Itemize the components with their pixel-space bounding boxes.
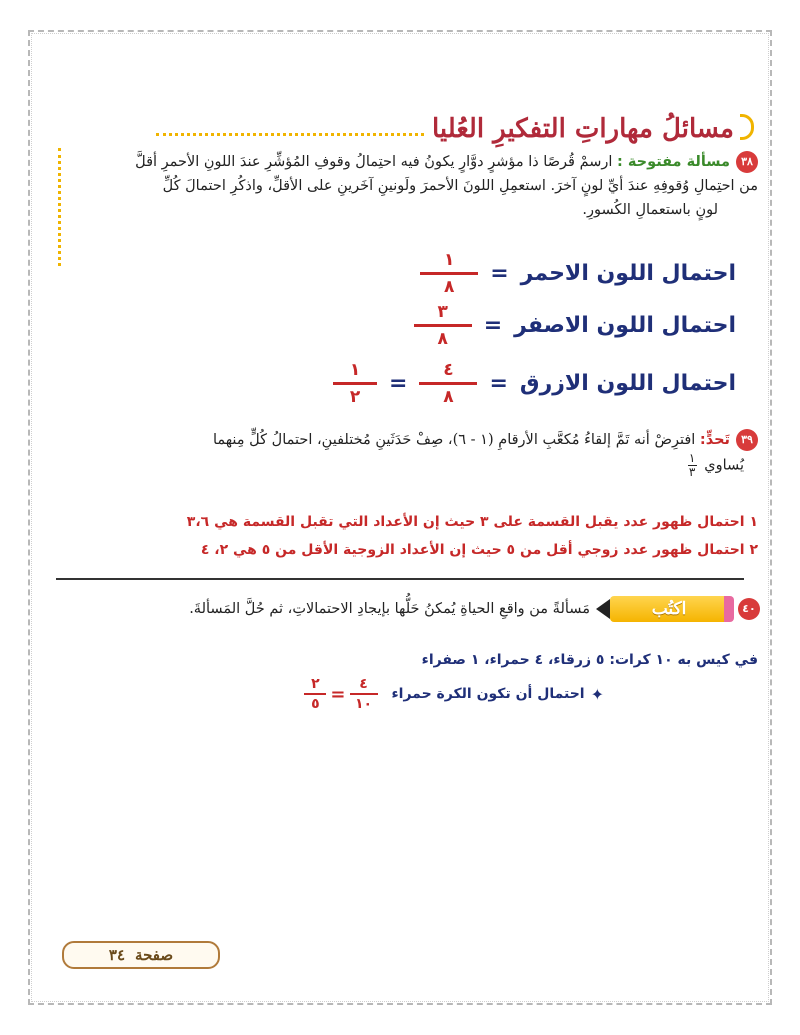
answer-label: احتمال اللون الازرق	[519, 371, 736, 396]
answer-label: احتمال اللون الاحمر	[520, 261, 736, 286]
fraction-bar	[420, 272, 478, 275]
fraction-bar	[419, 382, 477, 385]
write-banner-label: اكتُب	[651, 599, 687, 619]
fraction-denominator: ٨	[437, 329, 448, 349]
question-text-line3: لونٍ باستعمالِ الكُسورِ.	[582, 202, 718, 218]
answer-39-line1: ١ احتمال ظهور عدد يقبل القسمة على ٣ حيث إن الأعداد التي تقبل القسمة هي ٣،٦	[186, 514, 758, 530]
fraction-bar	[304, 693, 326, 695]
question-label: مسألة مفتوحة :	[617, 154, 730, 170]
answer-40-bag: في كيس به ١٠ كرات: ٥ زرقاء، ٤ حمراء، ١ صفراء	[421, 652, 758, 668]
fraction-numerator: ٢	[311, 676, 320, 692]
fraction-simplified	[304, 676, 326, 712]
section-title-part2: مهاراتِ التفكيرِ العُليا	[432, 114, 653, 144]
section-title-part1: مسائلُ	[662, 114, 734, 144]
fraction	[419, 360, 477, 407]
answer-red-probability	[420, 250, 736, 297]
equals-sign: =	[489, 371, 508, 396]
page-label: صفحة	[135, 946, 174, 964]
question-text-line2: يُساوي	[704, 457, 744, 474]
answer-yellow-probability	[414, 302, 736, 349]
answer-blue-probability	[333, 360, 736, 407]
answer-40-red-probability	[304, 676, 604, 712]
page-number: ٣٤	[108, 946, 126, 964]
fraction-bar	[333, 382, 377, 385]
question-38	[68, 150, 758, 222]
write-pencil-banner	[610, 596, 728, 622]
section-header	[156, 100, 756, 144]
section-title	[432, 114, 734, 144]
fraction-numerator: ١	[444, 250, 455, 270]
pencil-tip-icon	[596, 599, 610, 619]
fraction-denominator: ٣	[688, 465, 696, 479]
fraction	[414, 302, 472, 349]
side-dotted-rule	[58, 148, 61, 266]
question-text-line2: من احتِمالِ وُقوفِهِ عندَ أيِّ لونٍ آخرَ. استعمِلِ اللونَ الأحمرَ ولَونينِ آخَرينِ على الأقلِّ، واذكُرِ احتمالَ كُلِّ	[162, 178, 758, 194]
answer-39-line2: ٢ احتمال ظهور عدد زوجي أقل من ٥ حيث إن الأعداد الزوجية الأقل من ٥ هي ٢، ٤	[200, 542, 758, 558]
fraction-numerator: ٤	[443, 360, 454, 380]
fraction-denominator: ٨	[443, 387, 454, 407]
equals-sign: =	[483, 313, 503, 338]
equals-sign: =	[330, 683, 346, 705]
equals-sign-2: =	[389, 371, 408, 396]
question-text-line1: افترِضْ أنه تَمَّ إلقاءُ مُكعَّبِ الأرقامِ (١ - ٦)، صِفْ حَدَثَينِ مُختلفينِ، احتمالُ كُلٍّ مِنهما	[212, 432, 696, 448]
question-text: مَسألةً من واقعِ الحياةِ يُمكنُ حَلُّها بإيجادِ الاحتمالاتِ، ثم حُلَّ المَسألةَ.	[189, 601, 590, 617]
answer-label: احتمال اللون الاصفر	[514, 313, 736, 338]
question-text-line1: ارسمْ قُرصًا ذا مؤشرٍ دوَّارٍ يكونُ فيه احتِمالُ وقوفِ المُؤشِّرِ عندَ اللونِ الأحمرِ أقلَّ	[135, 154, 613, 170]
question-number-badge: ٤٠	[738, 598, 760, 620]
divider	[56, 578, 744, 580]
title-bracket-icon	[740, 114, 754, 140]
fraction-bar	[414, 324, 472, 327]
question-number-badge: ٣٩	[736, 429, 758, 451]
fraction-denominator: ٢	[349, 387, 361, 407]
fraction-numerator: ١	[349, 360, 361, 380]
fraction	[350, 676, 378, 712]
fraction-simplified	[333, 360, 377, 407]
question-40	[189, 596, 760, 622]
fraction-denominator: ٨	[444, 277, 455, 297]
diamond-bullet-icon: ✦	[590, 684, 604, 704]
question-label: تَحدٍّ:	[699, 432, 730, 448]
fraction	[420, 250, 478, 297]
fraction-numerator: ١	[688, 451, 696, 465]
fraction-numerator: ٤	[359, 676, 368, 692]
inline-fraction	[688, 452, 697, 479]
question-39	[58, 428, 758, 479]
fraction-numerator: ٣	[437, 302, 448, 322]
fraction-denominator: ٥	[311, 696, 320, 712]
header-dotted-rule	[156, 133, 424, 136]
answer-label: احتمال أن تكون الكرة حمراء	[391, 686, 585, 702]
fraction-bar	[350, 693, 378, 695]
page-number-tag	[62, 941, 220, 969]
pencil-eraser-icon	[724, 596, 734, 622]
question-number-badge: ٣٨	[736, 151, 758, 173]
equals-sign: =	[490, 261, 509, 286]
fraction-denominator: ١٠	[354, 696, 373, 712]
